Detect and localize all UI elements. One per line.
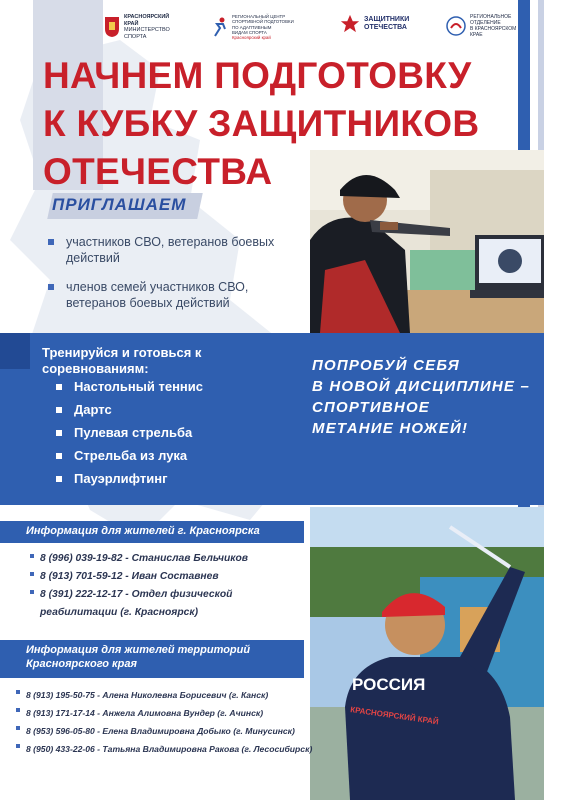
sport-item: Дартс bbox=[56, 403, 203, 426]
title-line: К КУБКУ ЗАЩИТНИКОВ bbox=[43, 103, 480, 144]
paralympic-emblem-icon bbox=[446, 16, 466, 36]
city-contacts-list bbox=[30, 550, 310, 622]
heading-line: Красноярского края bbox=[26, 658, 137, 670]
logo-text: КРАЕ bbox=[470, 32, 483, 38]
invite-list bbox=[48, 234, 310, 324]
logo-text: КРАЙ bbox=[124, 20, 139, 27]
logo-text: СПОРТА bbox=[124, 33, 147, 40]
logo-text: ОТДЕЛЕНИЕ bbox=[470, 20, 501, 26]
logo-text: В КРАСНОЯРСКОМ bbox=[470, 26, 517, 32]
contact-item: 8 (913) 171-17-14 - Анжела Алимовна Вундер (г. Ачинск) bbox=[16, 704, 316, 722]
decorative-square bbox=[0, 333, 30, 369]
shooting-photo bbox=[310, 150, 544, 333]
logo-text: ПО АДАПТИВНЫМ bbox=[232, 24, 272, 30]
contact-item: 8 (913) 701-59-12 - Иван Составнев bbox=[30, 568, 310, 586]
info-region-heading bbox=[0, 640, 304, 678]
sports-list bbox=[56, 380, 203, 495]
knife-throwing-photo bbox=[310, 507, 544, 800]
logo-text: МИНИСТЕРСТВО bbox=[124, 27, 170, 33]
promo-line: В НОВОЙ ДИСЦИПЛИНЕ – bbox=[312, 378, 530, 395]
contact-item: 8 (913) 195-50-75 - Алена Николевна Борисевич (г. Канск) bbox=[16, 686, 316, 704]
sport-item: Пулевая стрельба bbox=[56, 426, 203, 449]
contact-item: 8 (391) 222-12-17 - Отдел физической реабилитации (г. Красноярск) bbox=[30, 586, 310, 622]
logo-text: Красноярский край bbox=[232, 35, 271, 41]
promo-line: ПОПРОБУЙ СЕБЯ bbox=[312, 357, 460, 374]
heading-line: Информация для жителей территорий bbox=[26, 644, 251, 656]
coat-of-arms-icon bbox=[104, 16, 120, 38]
runner-icon bbox=[212, 16, 228, 38]
paralympic-regional-logo bbox=[446, 14, 516, 38]
title-line: ОТЕЧЕСТВА bbox=[43, 151, 273, 192]
info-city-heading: Информация для жителей г. Красноярска bbox=[0, 521, 304, 543]
logo-text: ВИДАМ СПОРТА bbox=[232, 29, 267, 35]
krasnoyarsk-ministry-logo bbox=[104, 14, 170, 40]
sport-item: Пауэрлифтинг bbox=[56, 472, 203, 495]
logo-text: КРАСНОЯРСКИЙ bbox=[124, 14, 170, 20]
logo-text: ЗАЩИТНИКИ bbox=[364, 16, 410, 23]
title-line: НАЧНЕМ ПОДГОТОВКУ bbox=[43, 55, 472, 96]
training-heading: Тренируйся и готовься к соревнованиям: bbox=[42, 345, 202, 376]
logo-text: РЕГИОНАЛЬНЫЙ ЦЕНТР bbox=[232, 14, 286, 19]
adaptive-sports-center-logo bbox=[212, 14, 294, 40]
promo-line: СПОРТИВНОЕ bbox=[312, 399, 431, 416]
contact-item: 8 (996) 039-19-82 - Станислав Бельчиков bbox=[30, 550, 310, 568]
contact-item: 8 (950) 433-22-06 - Татьяна Владимировна Ракова (г. Лесосибирск) bbox=[16, 740, 316, 758]
logo-text: ОТЕЧЕСТВА bbox=[364, 24, 407, 31]
star-icon bbox=[340, 14, 360, 34]
region-contacts-list bbox=[16, 686, 316, 758]
sport-item: Настольный теннис bbox=[56, 380, 203, 403]
list-item: членов семей участников СВО, ветеранов боевых действий bbox=[48, 279, 310, 311]
jersey-text: КРАСНОЯРСКИЙ КРАЙ bbox=[349, 705, 440, 727]
logo-text: СПОРТИВНОЙ ПОДГОТОВКИ bbox=[232, 19, 294, 25]
defenders-of-fatherland-logo bbox=[340, 14, 409, 34]
invite-heading: ПРИГЛАШАЕМ bbox=[52, 195, 187, 214]
list-item: участников СВО, ветеранов боевых действий bbox=[48, 234, 310, 266]
logo-text: РЕГИОНАЛЬНОЕ bbox=[470, 14, 512, 20]
sport-item: Стрельба из лука bbox=[56, 449, 203, 472]
jersey-text: РОССИЯ bbox=[352, 675, 426, 694]
contact-item: 8 (953) 596-05-80 - Елена Владимировна Добыко (г. Минусинск) bbox=[16, 722, 316, 740]
promo-line: МЕТАНИЕ НОЖЕЙ! bbox=[312, 420, 469, 437]
promo-text bbox=[312, 355, 542, 439]
